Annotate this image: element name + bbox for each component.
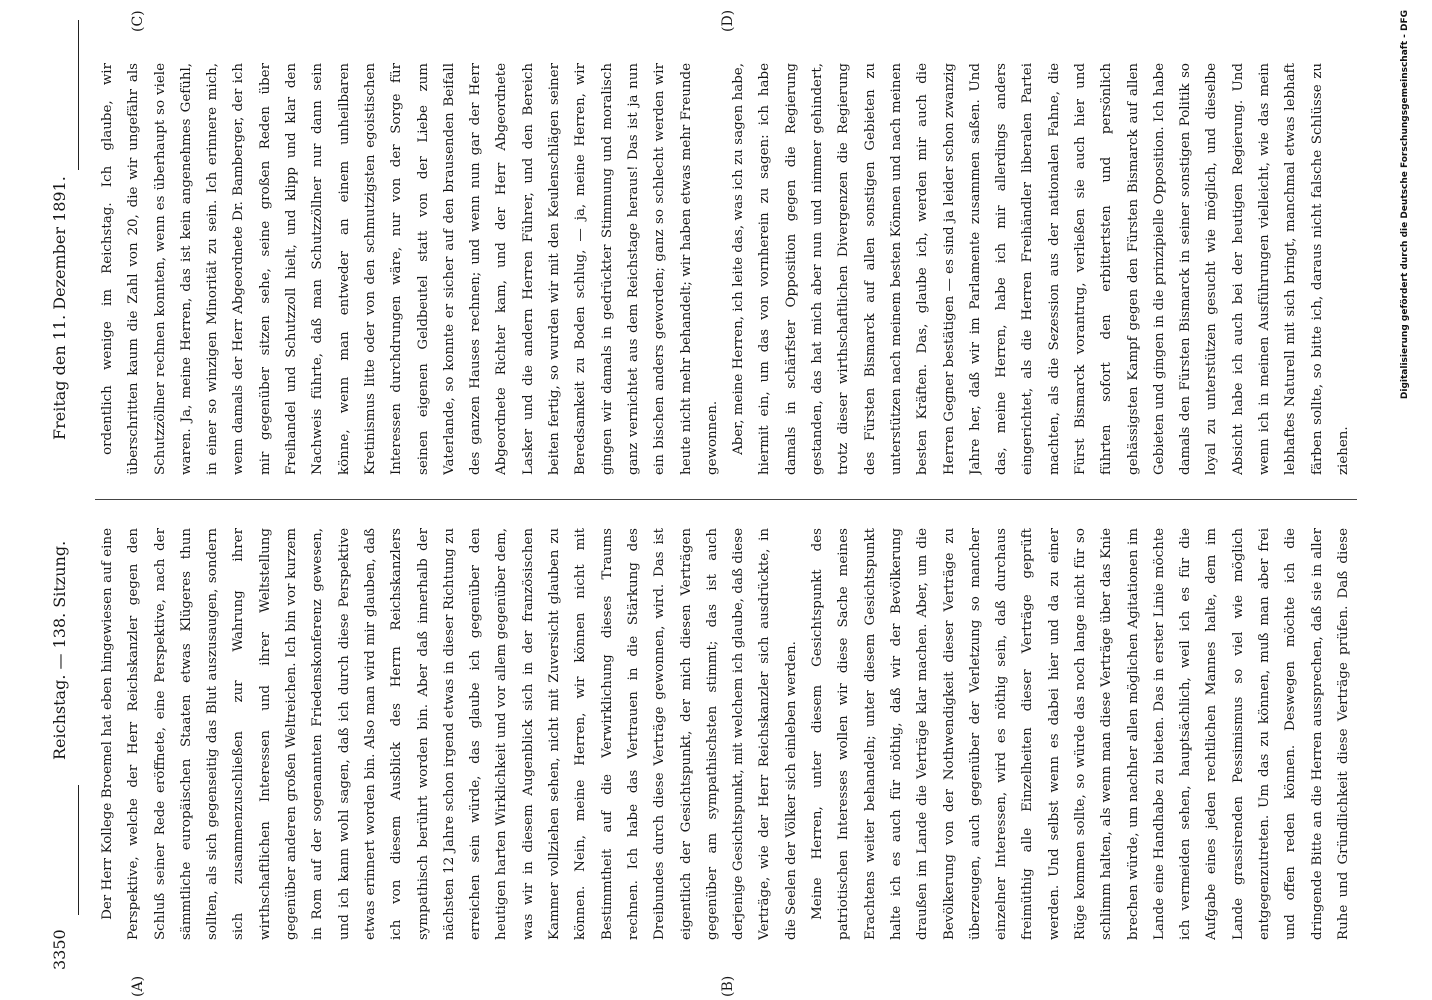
left-column	[95, 528, 1357, 940]
running-title: Reichstag. — 138. Sitzung.	[50, 540, 69, 760]
header-rule-right	[78, 20, 79, 170]
paragraph: ordentlich wenige im Reichstag. Ich glaube, wir überschritten kaum die Zahl von 20, die wir ungefähr als Schutzzöllner rechnen konnten, wenn es überhaupt so viele waren. Ja, meine Herren, das ist kein angenehmes Gefühl, in einer so winzigen Minorität zu sein. Ich erinnere mich, wenn damals der Herr Abgeordnete Dr. Bamberger, der ich mir gegenüber sitzen sehe, seine großen Reden über Freihandel und Schutzzoll hielt, und klipp und klar den Nachweis führte, daß man Schutzzöllner nur dann sein könne, wenn man entweder an einem unheilbaren Kretinismus litte oder von den schmutzigsten egoistischen Interessen durchdrungen wäre, nur von der Sorge für seinen eigenen Geldbeutel statt von der Liebe zum Vaterlande, so konnte er sicher auf den brausenden Beifall des ganzen Hauses rechnen; und wenn nun gar der Herr Abgeordnete Richter kam, und der Herr Abgeordnete Lasker und die andern Herren Führer, und den Bereich beiten fertig, so wurden wir mit den Keulenschlägen seiner Beredsamkeit zu Boden schlug, — ja, meine Herren, wir gingen wir damals in gedrückter Stimmung und moralisch ganz vernichtet aus dem Reichstage heraus! Das ist ja nun ein bischen anders geworden; ganz so schlecht werden wir heute nicht mehr behandelt; wir haben etwas mehr Freunde gewonnen.	[100, 63, 720, 475]
page-number: 3350	[50, 929, 69, 970]
paragraph: Aber, meine Herren, ich leite das, was ich zu sagen habe, hiermit ein, um das von vornherein zu sagen: ich habe damals in schärfster Opposition gegen die Regierung gestanden, das hat mich aber nun und nimmer gehindert, trotz dieser wirthschaftlichen Divergenzen die Regierung des Fürsten Bismarck auf allen sonstigen Gebieten zu unterstützen nach meinem besten Können und nach meinen besten Kräften. Das, glaube ich, werden mir auch die Herren Gegner bestätigen — es sind ja leider schon zwanzig Jahre her, daß wir im Parlamente zusammen saßen. Und das, meine Herren, habe ich mir allerdings anders eingerichtet, als die Herren Freihändler liberalen Partei machten, als die Sezession aus der nationalen Fahne, die Fürst Bismarck vorantrug, verließen sie auch hier und führten sofort den erbittertsten und persönlich gehässigsten Kampf gegen den Fürsten Bismarck auf allen Gebieten und gingen in die prinzipielle Opposition. Ich habe damals den Fürsten Bismarck in seiner sonstigen Politik so loyal zu unterstützen gesucht wie möglich, und dieselbe Absicht habe ich auch bei der heutigen Regierung. Und wenn ich in meinen Ausführungen vielleicht, wie das mein lebhaftes Naturell mit sich bringt, manchmal etwas lebhaft färben sollte, so bitte ich, daraus nicht falsche Schlüsse zu ziehen.	[731, 63, 1351, 475]
column-separator	[95, 499, 1357, 500]
right-column	[95, 63, 1357, 475]
margin-mark-c: (C)	[130, 10, 146, 32]
margin-mark-d: (D)	[720, 9, 736, 32]
digitization-credit: Digitalisierung gefördert durch die Deutsche Forschungsgemeinschaft - DFG	[1400, 10, 1410, 400]
margin-mark-b: (B)	[720, 975, 736, 997]
page-date: Freitag den 11. Dezember 1891.	[50, 176, 69, 440]
margin-mark-a: (A)	[130, 975, 146, 997]
paragraph: Meine Herren, unter diesem Gesichtspunkt des patriotischen Interesses wollen wir diese Sache meines Erachtens weiter behandeln; unter diesem Gesichtspunkt halte ich es auch für nöthig, daß wir der Bevölkerung draußen im Lande die Verträge klar machen. Aber, um die Bevölkerung von der Nothwendigkeit dieser Verträge zu überzeugen, auch gegenüber der Verletzung so mancher einzelner Interessen, wird es nöthig sein, daß durchaus freimüthig alle Einzelheiten dieser Verträge geprüft werden. Und selbst wenn es dabei hier und da zu einer Rüge kommen sollte, so würde das noch lange nicht für so schlimm halten, als wenn man diese Verträge über das Knie brechen würde, um nachher allen möglichen Agitationen im Lande eine Handhabe zu bieten. Das in erster Linie möchte ich vermeiden sehen, hauptsächlich, weil ich es für die Aufgabe eines jeden rechtlichen Mannes halte, dem im Lande grassirenden Pessimismus so viel wie möglich entgegenzutreten. Um das zu können, muß man aber frei und offen reden können. Deswegen möchte ich die dringende Bitte an die Herren aussprechen, daß sie in aller Ruhe und Gründlichkeit diese Verträge prüfen. Daß diese	[810, 528, 1351, 940]
paragraph: Der Herr Kollege Broemel hat eben hingewiesen auf eine Perspektive, welche der Herr Reichskanzler gegen den Schluß seiner Rede eröffnete, eine Perspektive, nach der sämmtliche europäischen Staaten etwas Klügeres thun sollten, als sich gegenseitig das Blut auszusaugen, sondern sich zusammenzuschließen zur Wahrung ihrer wirthschaftlichen Interessen und ihrer Weltstellung gegenüber anderen großen Weltreichen. Ich bin vor kurzem in Rom auf der sogenannten Friedenskonferenz gewesen, und ich kann wohl sagen, daß ich durch diese Perspektive etwas erinnert worden bin. Also man wird mir glauben, daß ich von diesem Ausblick des Herrn Reichskanzlers sympathisch berührt worden bin. Aber daß innerhalb der nächsten 12 Jahre schon irgend etwas in dieser Richtung zu erreichen sein würde, das glaube ich gegenüber den heutigen harten Wirklichkeit und vor allem gegenüber dem, was wir in diesem Augenblick sich in der französischen Kammer vollziehen sehen, nicht mit Zuversicht glauben zu können. Nein, meine Herren, wir können nicht mit Bestimmtheit auf die Verwirklichung dieses Traums rechnen. Ich habe das Vertrauen in die Stärkung des Dreibundes durch diese Verträge gewonnen, wird. Das ist eigentlich der Gesichtspunkt, der mich diesen Verträgen gegenüber am sympathischsten stimmt; das ist auch derjenige Gesichtspunkt, mit welchem ich glaube, daß diese Verträge, wie der Herr Reichskanzler sich ausdrückte, in die Seelen der Völker sich einleben werden.	[100, 528, 799, 940]
header-rule-left	[78, 785, 79, 915]
